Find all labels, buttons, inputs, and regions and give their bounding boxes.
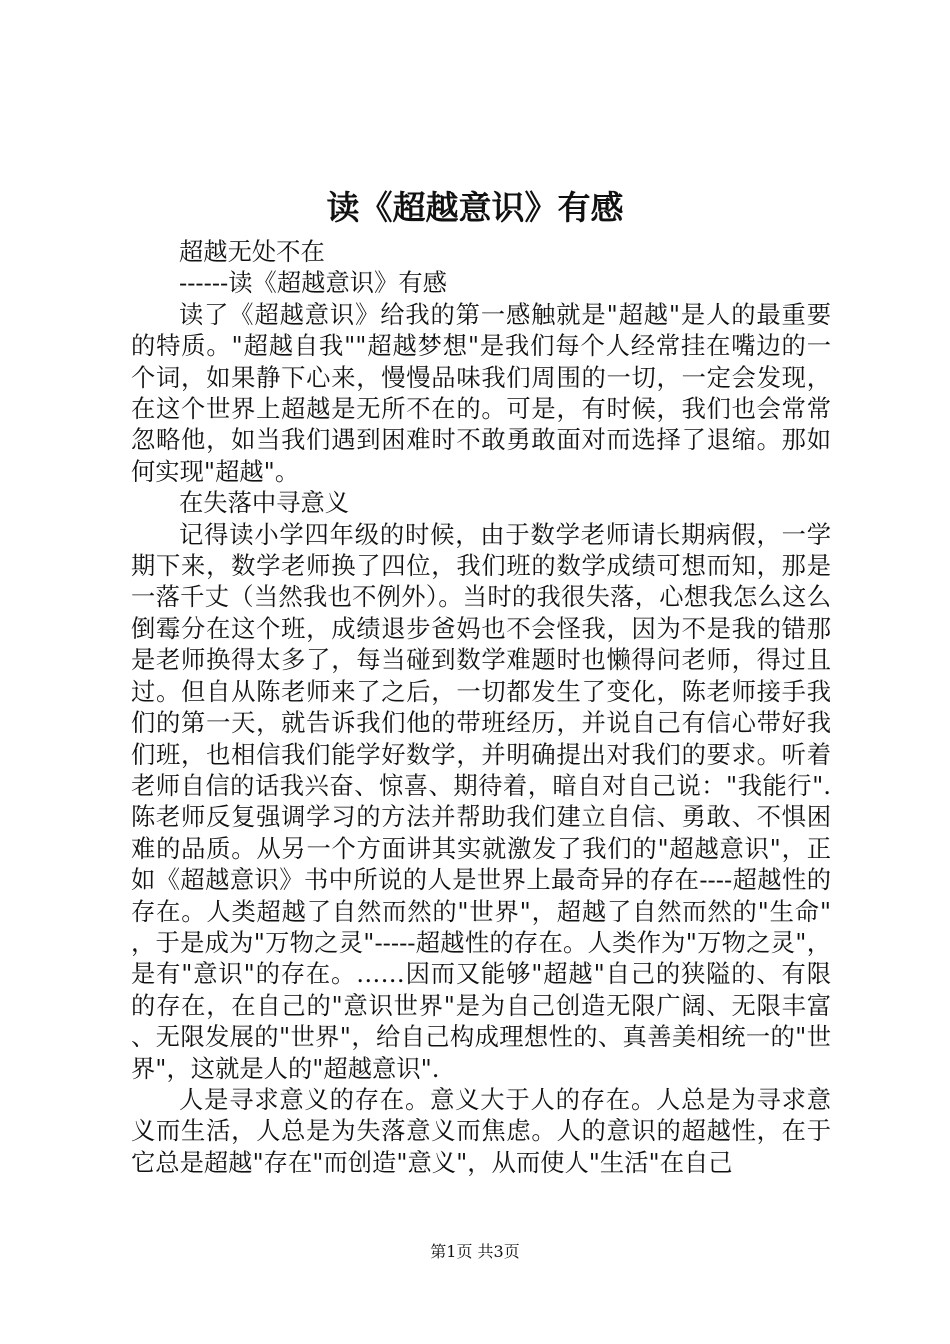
subtitle-line: 超越无处不在 [179, 237, 325, 266]
document-title: 读《超越意识》有感 [326, 188, 624, 227]
document-body [131, 236, 831, 1178]
section-heading: 在失落中寻意义 [179, 488, 350, 518]
paragraph-meaning: 人是寻求意义的存在。意义大于人的存在。人总是为寻求意义而生活，人总是为失落意义而焦虑。人的意识的超越性，在于它总是超越"存在"而创造"意义"，从而使人"生活"在自己 [131, 1084, 831, 1177]
paragraph-intro: 读了《超越意识》给我的第一感触就是"超越"是人的最重要的特质。"超越自我""超越梦想"是我们每个人经常挂在嘴边的一个词，如果静下心来，慢慢品味我们周围的一切，一定会发现，在这个世界上超越是无所不在的。可是，有时候，我们也会常常忽略他，如当我们遇到困难时不敢勇敢面对而选择了退缩。那如何实现"超越"。 [131, 299, 831, 486]
page-footer: 第1页 共3页 [430, 1242, 520, 1261]
subtitle-source-line: ------读《超越意识》有感 [179, 268, 447, 298]
paragraph-story: 记得读小学四年级的时候，由于数学老师请长期病假，一学期下来，数学老师换了四位，我们班的数学成绩可想而知，那是一落千丈（当然我也不例外）。当时的我很失落，心想我怎么这么倒霉分在这个班，成绩退步爸妈也不会怪我，因为不是我的错那是老师换得太多了，每当碰到数学难题时也懒得问老师，得过且过。但自从陈老师来了之后，一切都发生了变化，陈老师接手我们的第一天，就告诉我们他的带班经历，并说自己有信心带好我们班，也相信我们能学好数学，并明确提出对我们的要求。听着老师自信的话我兴奋、惊喜、期待着，暗自对自己说："我能行".陈老师反复强调学习的方法并帮助我们建立自信、勇敢、不惧困难的品质。从另一个方面讲其实就激发了我们的"超越意识"，正如《超越意识》书中所说的人是世界上最奇异的存在----超越性的存在。人类超越了自然而然的"世界"，超越了自然而然的"生命"，于是成为"万物之灵"-----超越性的存在。人类作为"万物之灵"，是有"意识"的存在。……因而又能够"超越"自己的狭隘的、有限的存在，在自己的"意识世界"是为自己创造无限广阔、无限丰富、无限发展的"世界"，给自己构成理想性的、真善美相统一的"世界"，这就是人的"超越意识". [131, 519, 831, 1083]
